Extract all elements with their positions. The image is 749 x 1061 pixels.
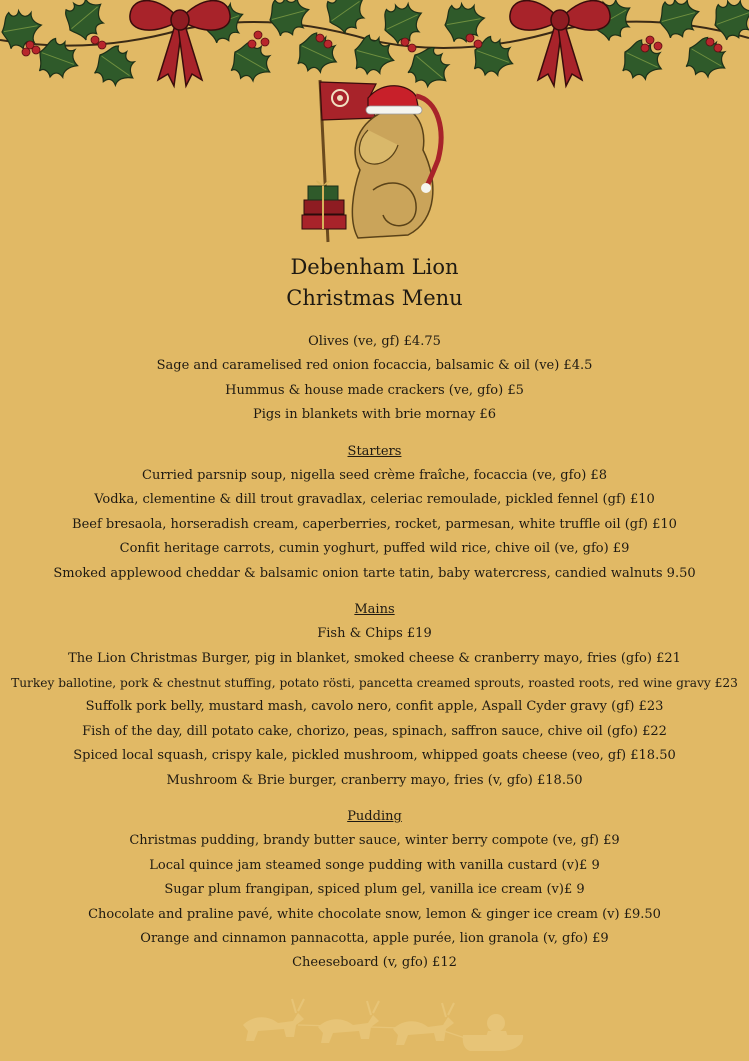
- menu-item: The Lion Christmas Burger, pig in blanket, smoked cheese & cranberry mayo, fries (gfo) £21: [68, 650, 681, 666]
- nibbles-section: [0, 330, 749, 428]
- restaurant-name: Debenham Lion: [290, 255, 459, 279]
- menu-item: Local quince jam steamed songe pudding with vanilla custard (v)£ 9: [149, 857, 600, 873]
- menu-item: Curried parsnip soup, nigella seed crème fraîche, focaccia (ve, gfo) £8: [142, 467, 607, 483]
- mains-section: [0, 598, 749, 793]
- menu-item: Chocolate and praline pavé, white chocolate snow, lemon & ginger ice cream (v) £9.50: [88, 906, 661, 922]
- menu-body: [0, 330, 749, 976]
- menu-item: Cheeseboard (v, gfo) £12: [292, 955, 457, 971]
- menu-item: Beef bresaola, horseradish cream, caperberries, rocket, parmesan, white truffle oil (gf) £10: [72, 516, 677, 532]
- menu-item: Smoked applewood cheddar & balsamic onion tarte tatin, baby watercress, candied walnuts 9.50: [53, 565, 696, 581]
- section-heading-mains: Mains: [354, 601, 395, 617]
- lion-logo: [298, 70, 448, 246]
- menu-item: Christmas pudding, brandy butter sauce, winter berry compote (ve, gf) £9: [129, 833, 620, 849]
- menu-item: Mushroom & Brie burger, cranberry mayo, fries (v, gfo) £18.50: [166, 772, 583, 788]
- menu-item: Confit heritage carrots, cumin yoghurt, puffed wild rice, chive oil (ve, gfo) £9: [119, 541, 630, 557]
- menu-title: Christmas Menu: [286, 286, 463, 310]
- reindeer-sleigh-watermark: [238, 985, 528, 1055]
- menu-item: Sage and caramelised red onion focaccia, balsamic & oil (ve) £4.5: [156, 358, 593, 374]
- menu-item: Vodka, clementine & dill trout gravadlax, celeriac remoulade, pickled fennel (gf) £10: [94, 492, 655, 508]
- section-heading-starters: Starters: [347, 443, 402, 459]
- menu-item: Pigs in blankets with brie mornay £6: [253, 407, 496, 423]
- menu-item: Spiced local squash, crispy kale, pickled mushroom, whipped goats cheese (veo, gf) £18.50: [73, 748, 676, 764]
- starters-section: [0, 440, 749, 586]
- menu-item: Fish & Chips £19: [317, 626, 432, 642]
- menu-item: Fish of the day, dill potato cake, chorizo, peas, spinach, saffron sauce, chive oil (gfo) £22: [82, 723, 667, 739]
- menu-item: Hummus & house made crackers (ve, gfo) £5: [225, 382, 524, 398]
- menu-item: Suffolk pork belly, mustard mash, cavolo nero, confit apple, Aspall Cyder gravy (gf) £23: [85, 699, 664, 715]
- section-heading-pudding: Pudding: [347, 809, 402, 825]
- menu-item: Orange and cinnamon pannacotta, apple purée, lion granola (v, gfo) £9: [140, 930, 609, 946]
- pudding-section: [0, 805, 749, 976]
- menu-item: Olives (ve, gf) £4.75: [308, 334, 441, 349]
- menu-item: Sugar plum frangipan, spiced plum gel, vanilla ice cream (v)£ 9: [164, 882, 585, 898]
- menu-item: Turkey ballotine, pork & chestnut stuffing, potato rösti, pancetta creamed sprouts, roasted roots, red wine gravy £23: [11, 676, 738, 691]
